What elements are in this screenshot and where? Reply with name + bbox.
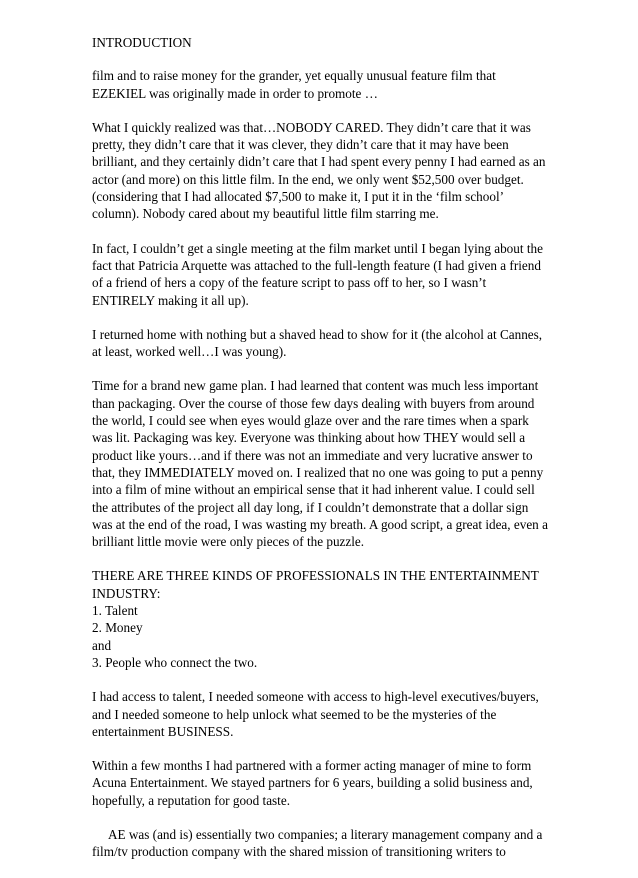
list-joiner: and (92, 637, 112, 653)
paragraph-access-talent: I had access to talent, I needed someone with access to high-level executives/buyers, and I needed someone to help unlock what seemed to be the mysteries of the entertainment BUSINESS. (92, 689, 539, 739)
paragraph-nobody-cared: What I quickly realized was that…NOBODY CARED. They didn’t care that it was pretty, they didn’t care that it was clever, they didn’t care that it may have been brilliant, and they certainly didn’t care that I had spent every penny I had earned as an actor (and more) on this little film. In the end, we only went $52,500 over budget. (considering that I had allocated $7,500 to make it, I put it in the ‘film school’ column). Nobody cared about my beautiful little film starring me. (92, 119, 546, 222)
paragraph-ae-companies: AE was (and is) essentially two companies; a literary management company and a film/tv production company with the shared mission of transitioning writers to (92, 826, 543, 860)
paragraph-film-promote: film and to raise money for the grander, yet equally unusual feature film that EZEKIEL was originally made in order to promote … (92, 68, 496, 101)
page-heading: INTRODUCTION (92, 35, 192, 50)
paragraph-film-market: In fact, I couldn’t get a single meeting at the film market until I began lying about the fact that Patricia Arquette was attached to the full-length feature (I had given a friend of a friend of hers a copy of the feature script to pass off to her, so I wasn’t ENTIRELY making it all up). (92, 240, 543, 308)
list-item-talent: 1. Talent (92, 603, 138, 619)
list-title: THERE ARE THREE KINDS OF PROFESSIONALS IN THE ENTERTAINMENT INDUSTRY: (92, 568, 539, 601)
paragraph-acuna: Within a few months I had partnered with a former acting manager of mine to form Acuna Entertainment. We stayed partners for 6 years, building a solid business and, hopefully, a reputation for good taste. (92, 758, 533, 808)
document-page (92, 34, 550, 878)
paragraph-game-plan: Time for a brand new game plan. I had learned that content was much less important than packaging. Over the course of those few days dealing with buyers from around the world, I could see when eyes would glaze over and the rare times when a spark was lit. Packaging was key. Everyone was thinking about how THEY would sell a product like yours…and if there was not an immediate and very lucrative answer to that, they IMMEDIATELY moved on. I realized that no one was going to put a penny into a film of mine without an empirical sense that it had inherent value. I could sell the attributes of the project all day long, if I couldn’t demonstrate that a dollar sign was at the end of the road, I was wasting my breath. A good script, a great idea, even a brilliant little movie were only pieces of the puzzle. (92, 378, 548, 550)
list-item-money: 2. Money (92, 620, 143, 636)
list-item-connectors: 3. People who connect the two. (92, 654, 258, 670)
professionals-list (92, 567, 550, 671)
paragraph-returned-home: I returned home with nothing but a shaved head to show for it (the alcohol at Cannes, at least, worked well…I was young). (92, 326, 543, 360)
